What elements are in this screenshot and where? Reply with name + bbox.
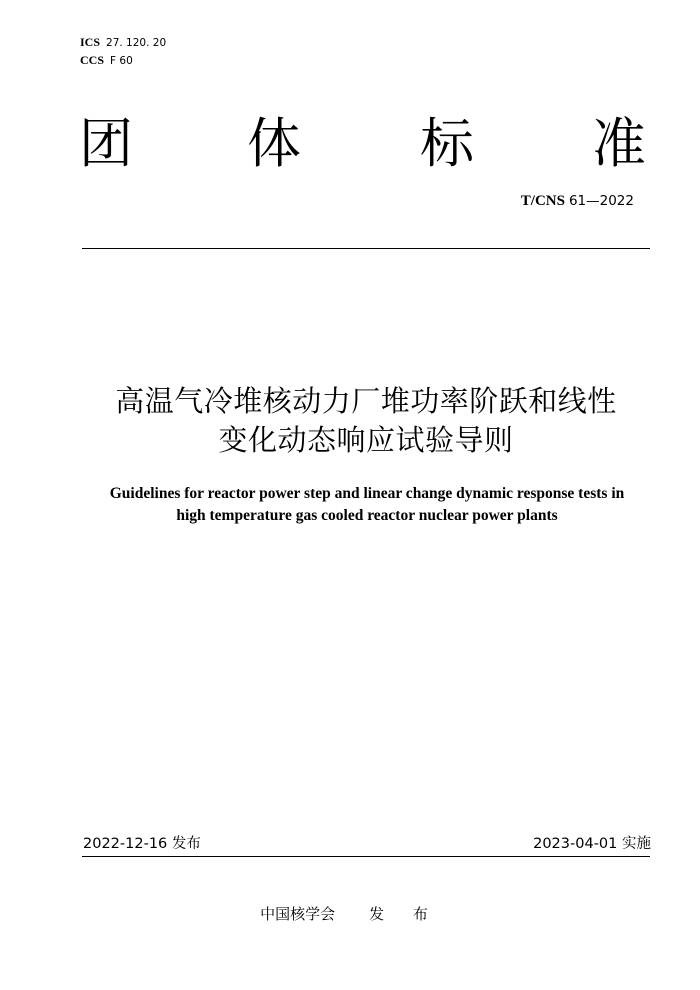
chinese-title-line-1: 高温气冷堆核动力厂堆功率阶跃和线性 xyxy=(115,384,617,418)
ics-classification xyxy=(80,35,166,50)
standard-type-title-char: 团 xyxy=(79,112,133,175)
ccs-label: CCS xyxy=(80,53,105,67)
ics-value: 27. 120. 20 xyxy=(106,37,167,49)
standard-type-title-char: 准 xyxy=(592,112,646,175)
standard-type-title-char: 体 xyxy=(247,112,301,175)
implement-date: 2023-04-01 实施 xyxy=(533,836,651,852)
standard-number-value: 61—2022 xyxy=(568,193,634,209)
standard-prefix: T/CNS xyxy=(520,193,565,209)
standard-number xyxy=(521,192,634,210)
english-title-line-2: high temperature gas cooled reactor nuclear power plants xyxy=(176,507,558,524)
ccs-value: F 60 xyxy=(110,55,133,67)
publisher-name: 中国核学会 xyxy=(260,905,336,923)
publish-action: 发 布 xyxy=(369,905,440,923)
footer-divider xyxy=(82,856,650,857)
chinese-title-line-2: 变化动态响应试验导则 xyxy=(218,423,514,457)
ccs-classification xyxy=(80,53,133,68)
header-divider xyxy=(82,248,650,249)
publisher-line xyxy=(0,904,700,924)
english-title-line-1: Guidelines for reactor power step and linear change dynamic response tests in xyxy=(109,485,625,502)
standard-type-title-char: 标 xyxy=(420,112,474,175)
ics-label: ICS xyxy=(80,35,101,49)
publish-date: 2022-12-16 发布 xyxy=(83,836,201,852)
